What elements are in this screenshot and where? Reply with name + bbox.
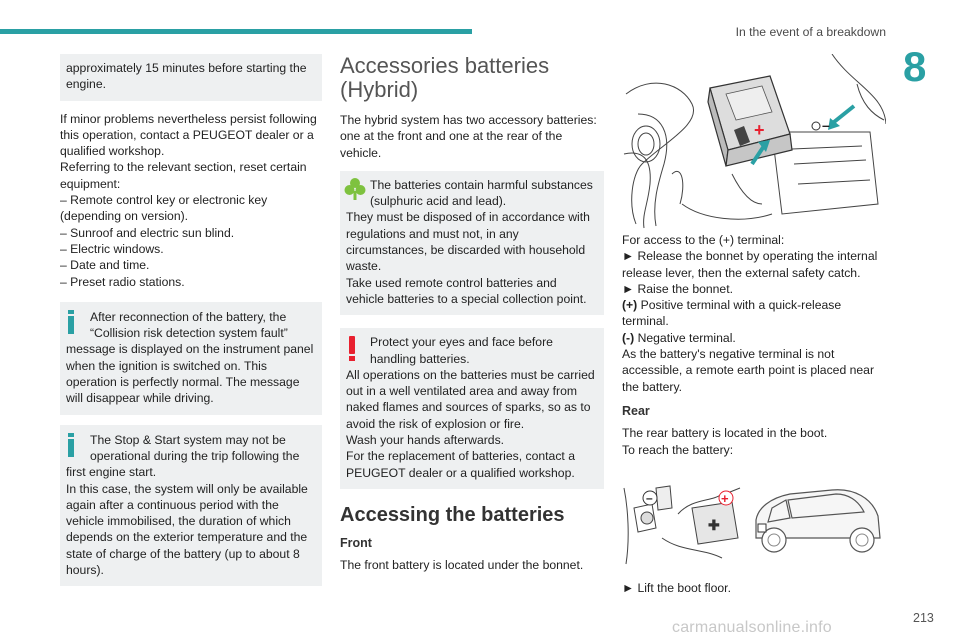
front-battery-illustration xyxy=(622,54,886,230)
info-rest: In this case, the system will only be available again after a continuous period with the vehicle immobilised, the duration of which depends on the exterior temperature and the state of charge of the battery (up to about 8 hours). xyxy=(66,481,308,578)
column-2 xyxy=(340,54,604,574)
hybrid-intro: The hybrid system has two accessory batteries: one at the front and one at the rear of the vehicle. xyxy=(340,113,597,160)
front-text: The front battery is located under the bonnet. xyxy=(340,558,584,573)
page-number: 213 xyxy=(913,611,934,625)
info-icon xyxy=(66,433,76,457)
continued-note-box xyxy=(60,54,322,101)
reset-list xyxy=(60,192,322,290)
negative-key: (-) xyxy=(622,330,635,345)
recycle-icon xyxy=(344,177,366,201)
negative-text: Negative terminal. xyxy=(634,330,736,345)
subheading-front: Front xyxy=(340,535,372,550)
earth-point-note: As the battery's negative terminal is not accessible, a remote earth point is placed near the battery. xyxy=(622,347,875,394)
warn-rest: Wash your hands afterwards. xyxy=(346,433,505,448)
dealer-paragraph: If minor problems nevertheless persist following this operation, contact a PEUGEOT dealer or a qualified workshop. xyxy=(60,111,317,159)
positive-text: Positive terminal with a quick-release terminal. xyxy=(622,298,842,329)
heading-accessory-batteries: Accessories batteries (Hybrid) xyxy=(340,53,550,102)
env-rest: Take used remote control batteries and vehicle batteries to a special collection point. xyxy=(346,275,587,306)
list-item: – Sunroof and electric sun blind. xyxy=(60,225,235,240)
info-box-stop-start xyxy=(60,425,322,587)
heading-accessing-batteries: Accessing the batteries xyxy=(340,503,565,526)
list-item: – Electric windows. xyxy=(60,241,164,256)
rear-battery-illustration xyxy=(622,468,886,568)
rear-text: To reach the battery: xyxy=(622,442,734,457)
env-lead: The batteries contain harmful substances (sulphuric acid and lead). xyxy=(370,177,593,209)
info-icon xyxy=(66,310,76,334)
reset-intro: Referring to the relevant section, reset certain equipment: xyxy=(60,160,307,191)
positive-key: (+) xyxy=(622,298,638,313)
section-title: In the event of a breakdown xyxy=(735,25,886,39)
list-item: – Remote control key or electronic key (depending on version). xyxy=(60,193,268,224)
info-box-collision xyxy=(60,302,322,415)
rear-text: The rear battery is located in the boot. xyxy=(622,426,828,441)
continued-note-text: approximately 15 minutes before starting the engine. xyxy=(66,61,307,92)
watermark: carmanualsonline.info xyxy=(672,619,832,636)
step-raise-bonnet: ► Raise the bonnet. xyxy=(622,281,733,296)
list-item: – Preset radio stations. xyxy=(60,274,185,289)
environment-box xyxy=(340,171,604,315)
negative-terminal xyxy=(622,330,886,346)
info-rest: first engine start. xyxy=(66,465,157,480)
svg-text:✚: ✚ xyxy=(708,516,720,533)
warn-rest: All operations on the batteries must be carried out in a well ventilated area and away from naked flames and sources of sparks, so as to avoid the risk of explosion or fire. xyxy=(346,367,595,431)
warning-icon xyxy=(349,336,355,362)
warning-box xyxy=(340,328,604,489)
column-1 xyxy=(60,54,322,586)
access-intro: For access to the (+) terminal: xyxy=(622,233,785,247)
step-lift-floor: ► Lift the boot floor. xyxy=(622,580,731,595)
env-rest: They must be disposed of in accordance with regulations and must not, in any circumstances, be discarded with household waste. xyxy=(346,210,590,274)
list-item: – Date and time. xyxy=(60,258,150,273)
svg-text:–: – xyxy=(646,490,653,505)
positive-terminal xyxy=(622,297,886,330)
info-rest: message is displayed on the instrument panel when the ignition is switched on. This operation is perfectly normal. The message will disappear while driving. xyxy=(66,342,314,406)
warn-lead: Protect your eyes and face before handling batteries. xyxy=(370,335,553,366)
subheading-rear: Rear xyxy=(622,403,650,418)
svg-text:+: + xyxy=(721,490,729,506)
info-lead: After reconnection of the battery, the “Collision risk detection system fault” xyxy=(90,309,288,341)
info-lead: The Stop & Start system may not be operational during the trip following the xyxy=(90,432,300,463)
svg-text:+: + xyxy=(754,120,765,140)
header-accent-bar xyxy=(0,29,472,34)
column-3 xyxy=(622,54,886,596)
svg-text:–: – xyxy=(822,117,830,133)
chapter-number: 8 xyxy=(903,43,927,90)
step-release-bonnet: ► Release the bonnet by operating the internal release lever, then the external safety catch. xyxy=(622,249,878,280)
warn-rest: For the replacement of batteries, contact a PEUGEOT dealer or a qualified workshop. xyxy=(346,449,575,480)
